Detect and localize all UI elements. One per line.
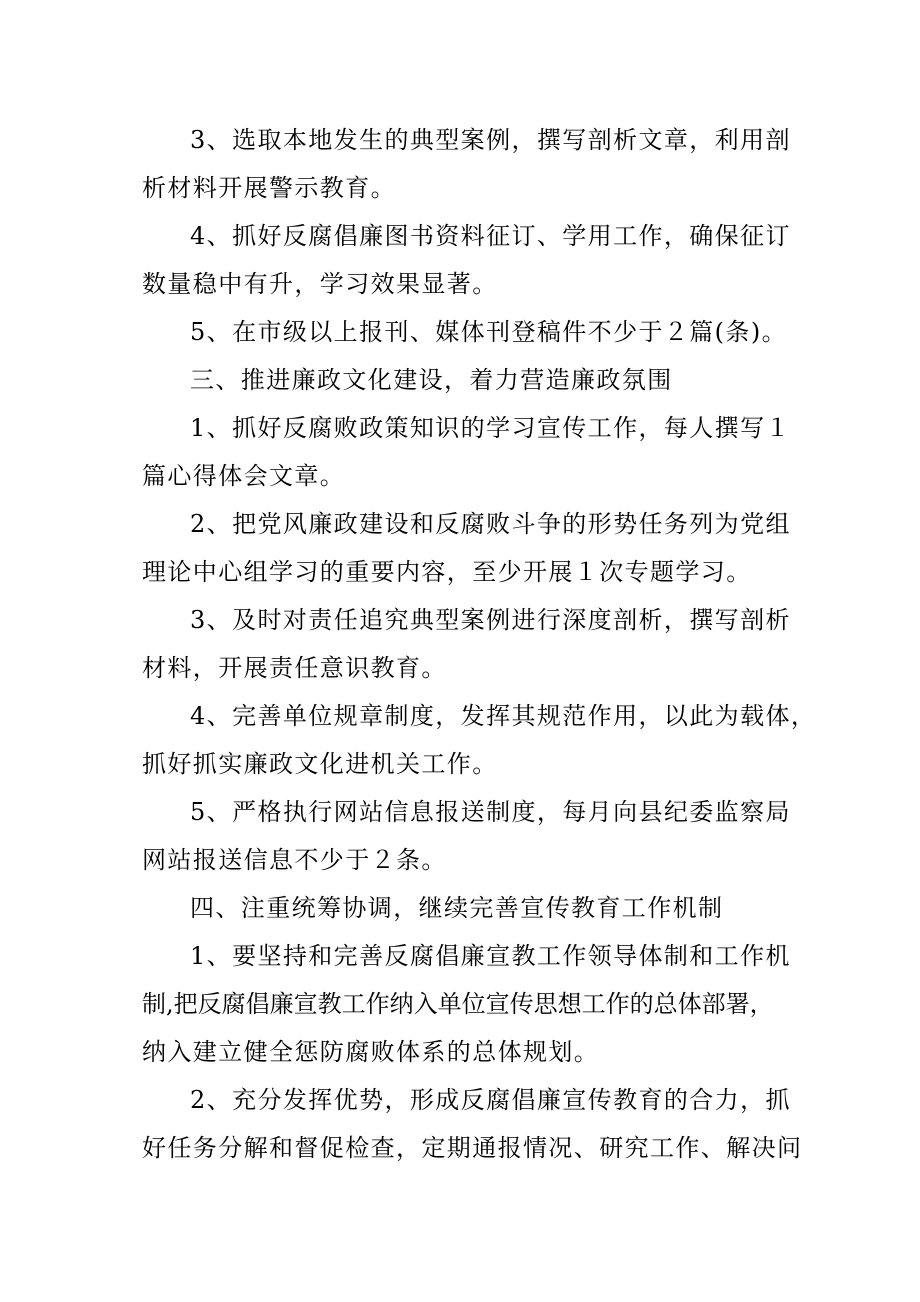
section-heading-line: 三、推进廉政文化建设，着力营造廉政氛围 <box>190 366 673 394</box>
paragraph-line: 2、充分发挥优势，形成反腐倡廉宣传教育的合力，抓 <box>190 1086 791 1114</box>
paragraph-item-5-website-reporting <box>142 788 791 884</box>
paragraph-line: 3、选取本地发生的典型案例，撰写剖析文章，利用剖 <box>190 126 791 154</box>
section-heading-3 <box>142 356 782 404</box>
paragraph-line: 5、严格执行网站信息报送制度，每月向县纪委监察局 <box>190 798 791 826</box>
paragraph-line: 好任务分解和督促检查，定期通报情况、研究工作、解决问 <box>142 1134 803 1162</box>
paragraph-line: 1、要坚持和完善反腐倡廉宣教工作领导体制和工作机 <box>190 942 791 970</box>
paragraph-line: 篇心得体会文章。 <box>142 462 346 490</box>
paragraph-line: 纳入建立健全惩防腐败体系的总体规划。 <box>142 1038 600 1066</box>
paragraph-line: 2、把党风廉政建设和反腐败斗争的形势任务列为党组 <box>190 510 791 538</box>
paragraph-line: 1、抓好反腐败政策知识的学习宣传工作，每人撰写１ <box>190 414 791 442</box>
paragraph-line: 3、及时对责任追究典型案例进行深度剖析，撰写剖析 <box>190 606 791 634</box>
paragraph-line: 网站报送信息不少于２条。 <box>142 846 447 874</box>
paragraph-line: 析材料开展警示教育。 <box>142 174 396 202</box>
paragraph-item-3-accountability <box>142 596 791 692</box>
paragraph-item-1-policy-study <box>142 404 791 500</box>
paragraph-item-1-leadership-mechanism <box>142 932 791 1076</box>
paragraph-item-2-party-study <box>142 500 791 596</box>
paragraph-item-5-publication <box>142 308 787 356</box>
section-heading-4 <box>142 884 782 932</box>
paragraph-item-4-regulations <box>142 692 817 788</box>
paragraph-item-2-synergy <box>142 1076 803 1172</box>
paragraph-item-3-case-study <box>142 116 791 212</box>
document-body <box>142 116 817 1172</box>
paragraph-line: 材料，开展责任意识教育。 <box>142 654 447 682</box>
section-heading-line: 四、注重统筹协调，继续完善宣传教育工作机制 <box>190 894 724 922</box>
paragraph-line: 制,把反腐倡廉宣教工作纳入单位宣传思想工作的总体部署， <box>142 990 774 1018</box>
paragraph-line: 4、完善单位规章制度，发挥其规范作用，以此为载体， <box>190 702 817 730</box>
paragraph-line: 理论中心组学习的重要内容，至少开展１次专题学习。 <box>142 558 752 586</box>
paragraph-line: 抓好抓实廉政文化进机关工作。 <box>142 750 498 778</box>
paragraph-item-4-book-subscription <box>142 212 791 308</box>
paragraph-line: 数量稳中有升，学习效果显著。 <box>142 270 498 298</box>
paragraph-line: 4、抓好反腐倡廉图书资料征订、学用工作，确保征订 <box>190 222 791 250</box>
paragraph-line: 5、在市级以上报刊、媒体刊登稿件不少于２篇(条)。 <box>190 318 787 346</box>
